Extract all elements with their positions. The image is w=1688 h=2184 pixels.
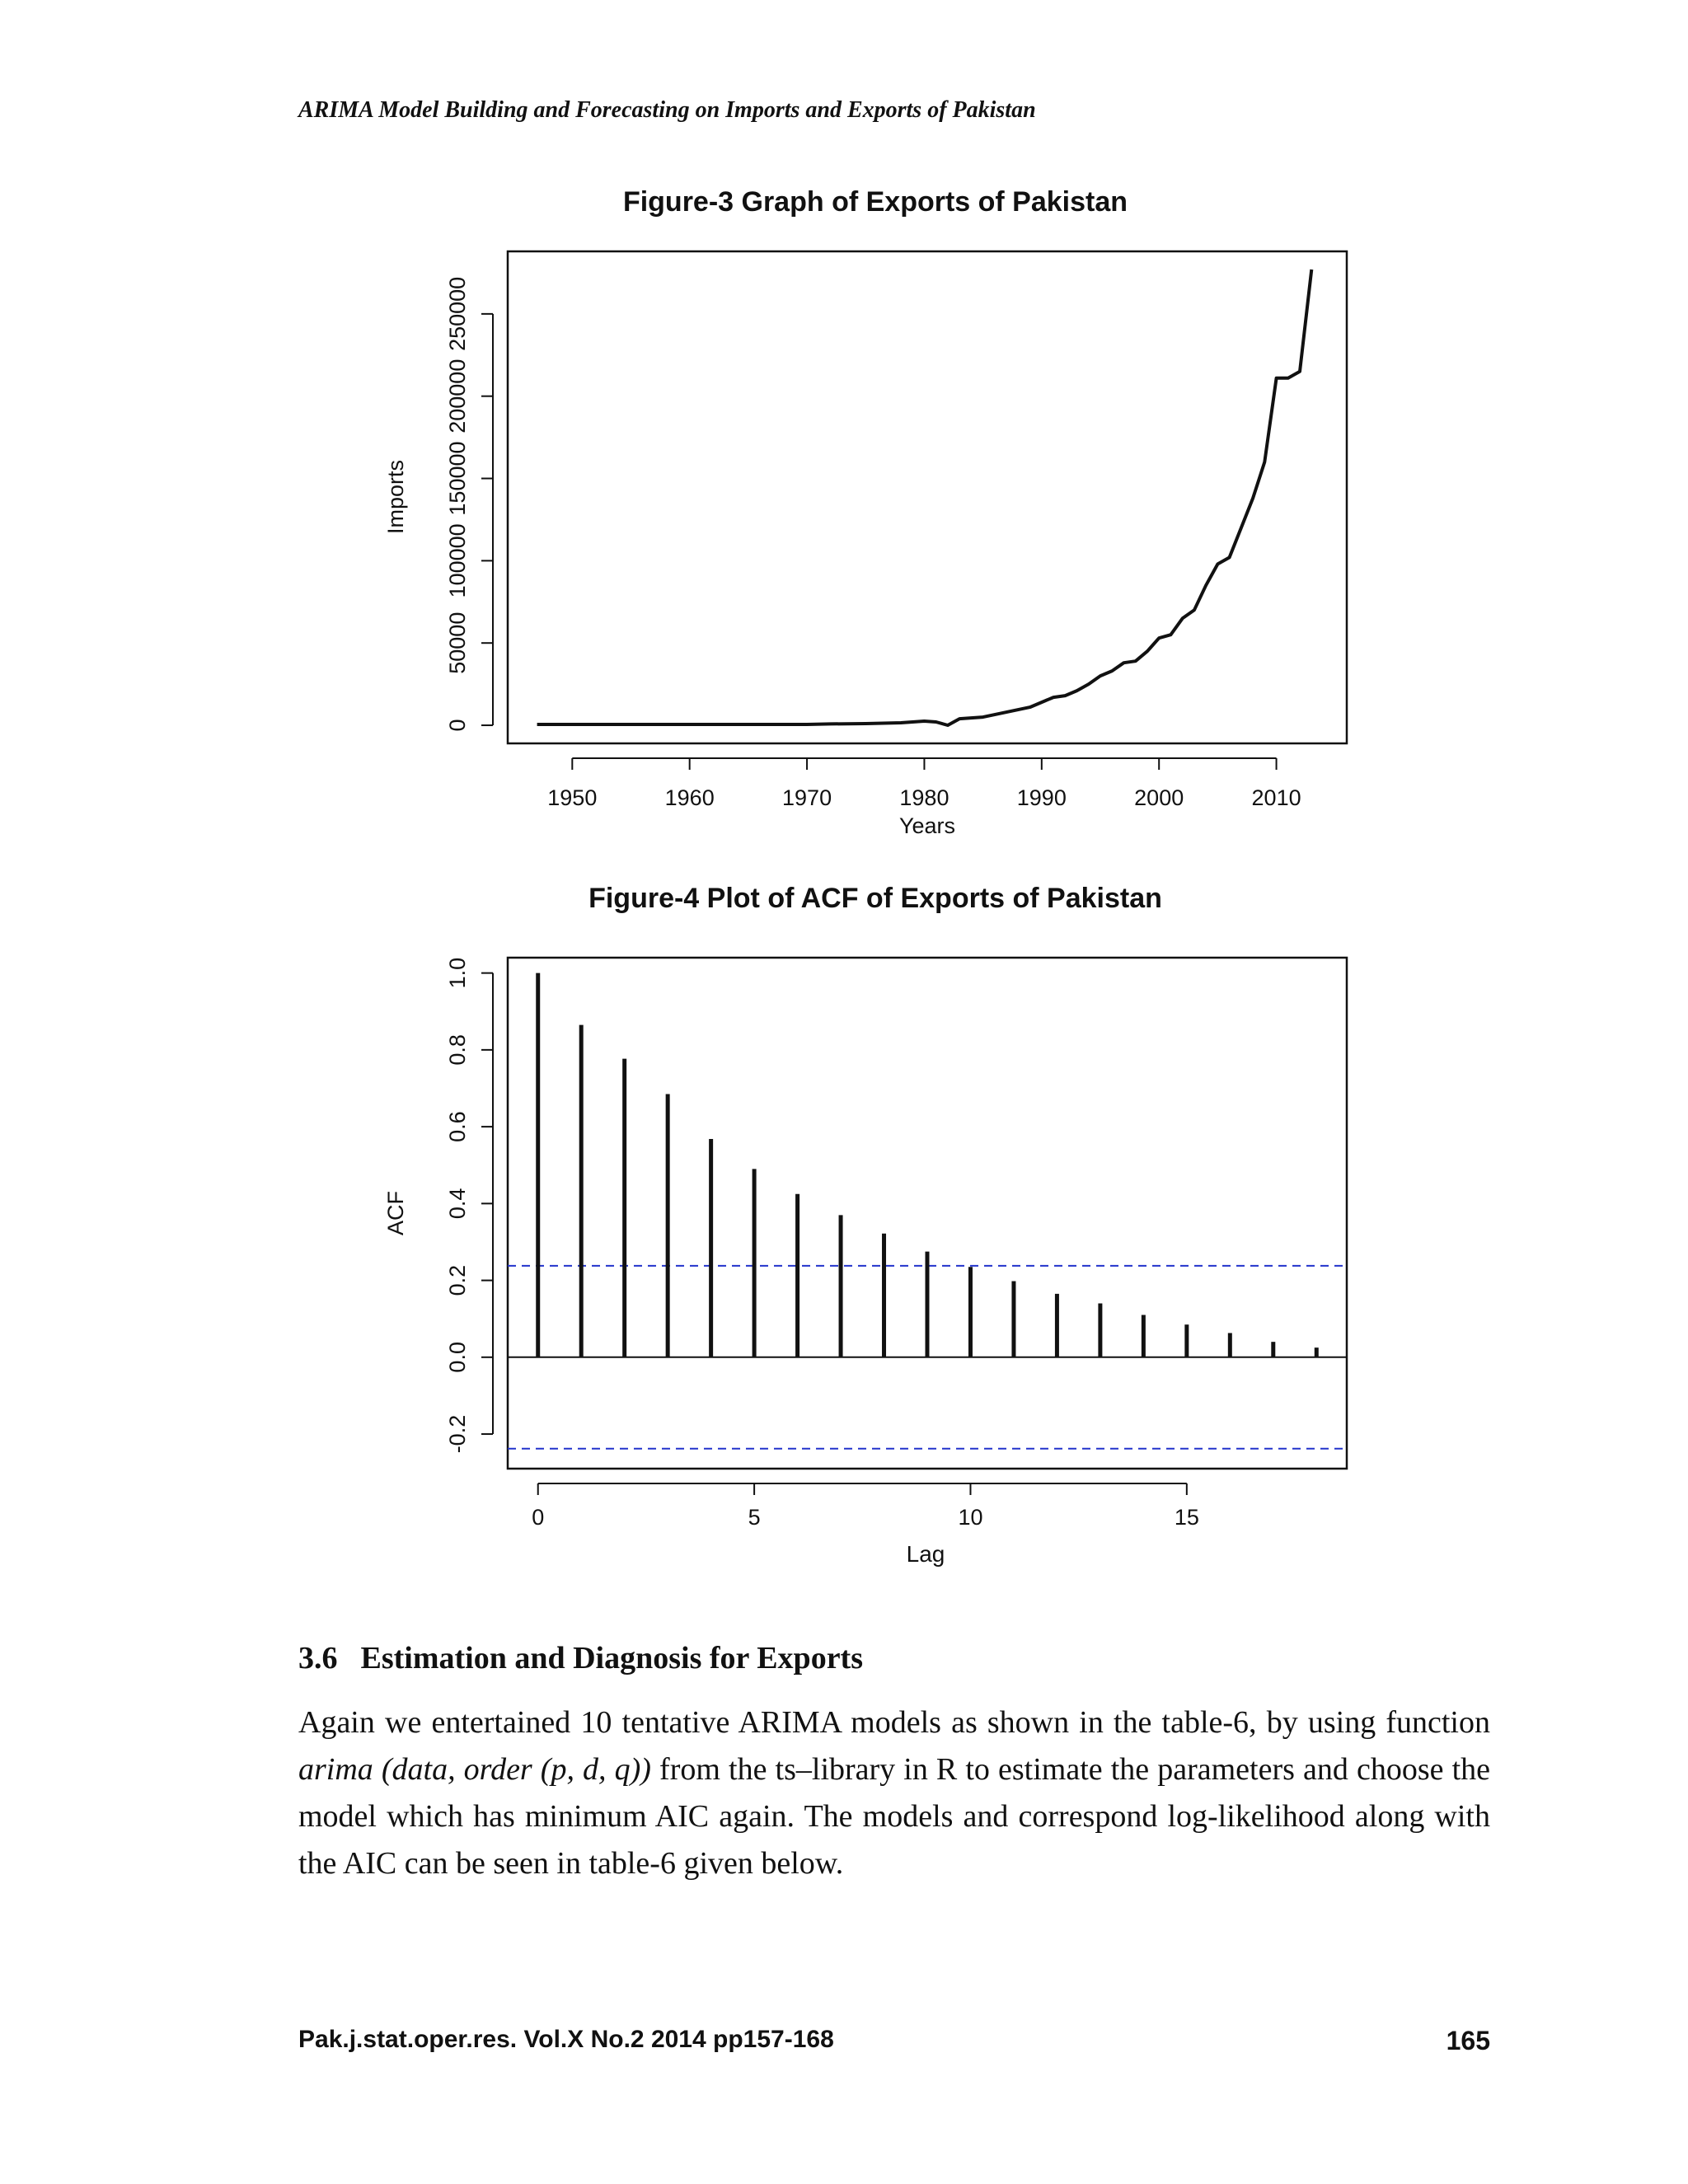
footer-journal: Pak.j.stat.oper.res. Vol.X No.2 2014 pp157-168 <box>298 2026 834 2053</box>
figure-3-title: Figure-3 Graph of Exports of Pakistan <box>622 186 1128 218</box>
x-tick-label: 2010 <box>1251 785 1301 810</box>
y-tick-label: 250000 <box>445 276 470 351</box>
series-line <box>537 269 1312 725</box>
y-tick-label: -0.2 <box>445 1414 470 1454</box>
y-tick-label: 150000 <box>445 441 470 516</box>
x-tick-label: 1990 <box>1016 785 1067 810</box>
acf-bars <box>538 973 1317 1357</box>
section-heading <box>298 1640 863 1676</box>
y-tick-label: 0 <box>445 719 470 732</box>
x-tick-label: 1960 <box>664 785 715 810</box>
plot-frame <box>508 251 1347 743</box>
y-axis-label: ACF <box>383 1191 408 1235</box>
footer-page-number: 165 <box>1446 2026 1490 2055</box>
y-tick-label: 0.4 <box>445 1188 470 1220</box>
x-tick-label: 1950 <box>547 785 598 810</box>
paragraph-function-name: arima (data, order (p, d, q)) <box>298 1752 651 1787</box>
y-axis <box>445 958 493 1453</box>
plot-frame <box>508 958 1347 1469</box>
x-tick-label: 5 <box>748 1505 761 1530</box>
paragraph-text-1: Again we entertained 10 tentative ARIMA models as shown in the table-6, by using function <box>298 1705 1490 1740</box>
x-tick-label: 10 <box>958 1505 983 1530</box>
x-tick-label: 0 <box>532 1505 545 1530</box>
body-paragraph <box>298 1699 1490 1887</box>
section-number: 3.6 <box>298 1641 338 1675</box>
y-tick-label: 0.2 <box>445 1264 470 1296</box>
y-tick-label: 0.8 <box>445 1034 470 1066</box>
y-axis-label: Imports <box>383 459 408 535</box>
x-axis-label: Lag <box>906 1541 945 1567</box>
paragraph-text-2: from the ts–library in R to estimate the parameters and choose the model which has minimum AIC again. The models and correspond log-likelihood along with the AIC can be seen in table-6 given below. <box>298 1752 1490 1881</box>
x-tick-label: 1970 <box>782 785 832 810</box>
figure-4-title: Figure-4 Plot of ACF of Exports of Pakistan <box>588 883 1162 914</box>
section-title: Estimation and Diagnosis for Exports <box>360 1641 864 1675</box>
y-tick-label: 50000 <box>445 612 470 674</box>
y-tick-label: 0.6 <box>445 1111 470 1142</box>
y-axis <box>445 277 493 732</box>
figure-4-chart <box>0 931 1688 1574</box>
x-axis <box>547 758 1301 810</box>
y-tick-label: 1.0 <box>445 957 470 989</box>
y-tick-label: 0.0 <box>445 1342 470 1373</box>
figure-3-chart <box>0 231 1688 857</box>
x-tick-label: 15 <box>1174 1505 1199 1530</box>
x-tick-label: 2000 <box>1134 785 1184 810</box>
running-head: ARIMA Model Building and Forecasting on Imports and Exports of Pakistan <box>298 97 1036 123</box>
x-axis-label: Years <box>898 813 956 838</box>
y-tick-label: 100000 <box>445 523 470 598</box>
x-axis <box>532 1483 1199 1530</box>
y-tick-label: 200000 <box>445 359 470 434</box>
x-tick-label: 1980 <box>899 785 950 810</box>
